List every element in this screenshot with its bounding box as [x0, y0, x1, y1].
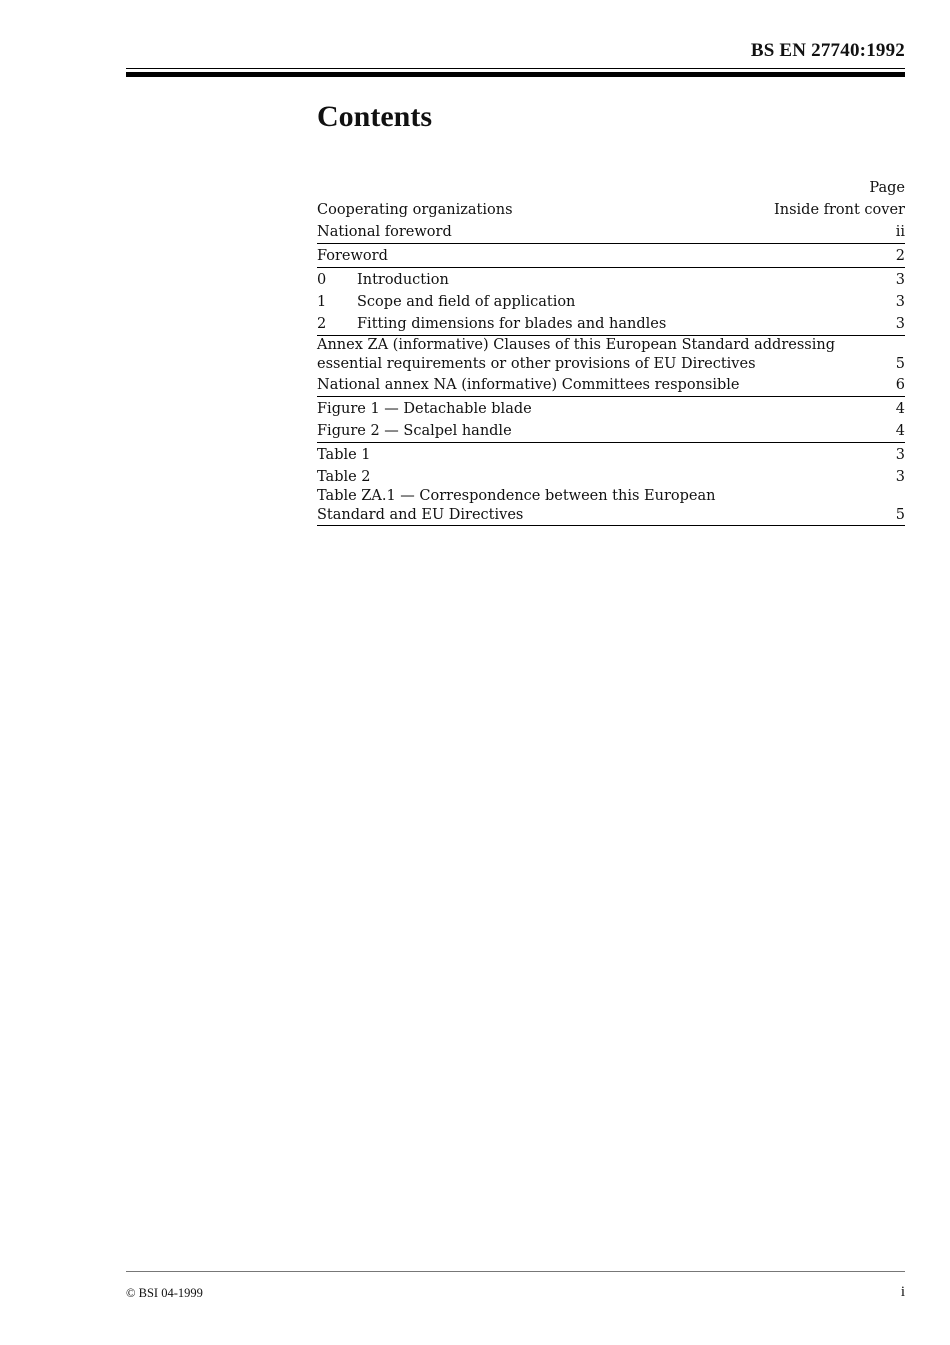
toc-entry-label: Table 2: [317, 469, 371, 485]
toc-entry-page: 4: [895, 401, 905, 417]
toc-entry-label-line: Annex ZA (informative) Clauses of this European Standard addressing: [317, 337, 835, 353]
page-number: i: [900, 1284, 905, 1300]
toc-entry-label-wrap: [317, 270, 449, 290]
toc-entry[interactable]: [317, 290, 905, 312]
toc-entry-page: 2: [895, 248, 905, 264]
toc-entry-label: National annex NA (informative) Committees responsible: [317, 377, 740, 393]
toc-entry-label: Table 1: [317, 447, 371, 463]
toc-entry-page: 3: [895, 294, 905, 310]
toc-entry-page: ii: [895, 224, 905, 240]
toc-entry-page: Inside front cover: [774, 202, 905, 218]
toc-entry[interactable]: [317, 397, 905, 419]
toc-entry[interactable]: [317, 244, 905, 266]
toc-entry-label: Figure 2 — Scalpel handle: [317, 423, 512, 439]
toc-entry-label-multiline: [317, 487, 715, 524]
toc-entry[interactable]: [317, 268, 905, 290]
toc-entry-label: Introduction: [357, 272, 449, 288]
clause-number: 2: [317, 316, 327, 332]
toc-group: [317, 244, 905, 268]
toc-group: [317, 336, 905, 397]
toc-entry-label: Figure 1 — Detachable blade: [317, 401, 532, 417]
clause-number: 0: [317, 272, 327, 288]
toc-entry-label: National foreword: [317, 224, 452, 240]
toc-entry[interactable]: [317, 312, 905, 334]
toc-entry[interactable]: [317, 198, 905, 220]
page-column-heading: Page: [869, 180, 905, 196]
toc-entry-page: 3: [895, 316, 905, 332]
header-rule-thin: [126, 68, 905, 69]
toc-group: [317, 198, 905, 244]
toc-entry-page: 3: [895, 272, 905, 288]
toc-entry-label: Fitting dimensions for blades and handles: [357, 316, 667, 332]
toc-entry[interactable]: [317, 220, 905, 242]
toc-entry-label: Foreword: [317, 248, 388, 264]
header-rule-thick: [126, 72, 905, 77]
toc-entry-label: Scope and field of application: [357, 294, 576, 310]
page-title: Contents: [317, 100, 433, 133]
toc-entry-label-multiline: [317, 336, 835, 373]
footer-rule: [126, 1271, 905, 1272]
standard-number: BS EN 27740:1992: [750, 40, 905, 61]
toc-entry-page: 5: [895, 506, 905, 523]
toc-entry[interactable]: [317, 443, 905, 465]
toc-entry[interactable]: [317, 373, 905, 395]
toc-entry-page: 5: [895, 355, 905, 372]
toc-entry[interactable]: [317, 419, 905, 441]
toc-entry[interactable]: [317, 336, 905, 373]
toc-entry-label-line: Table ZA.1 — Correspondence between this European: [317, 488, 716, 504]
toc-group: [317, 397, 905, 443]
toc-entry-label-line: Standard and EU Directives: [317, 506, 524, 523]
toc-group: [317, 268, 905, 336]
toc-entry-label: Cooperating organizations: [317, 202, 513, 218]
toc-entry-page: 3: [895, 447, 905, 463]
copyright-notice: © BSI 04-1999: [126, 1286, 203, 1300]
table-of-contents: [317, 178, 905, 526]
toc-entry-label-wrap: [317, 292, 575, 312]
toc-entry-label-wrap: [317, 314, 666, 334]
toc-entry[interactable]: [317, 465, 905, 487]
toc-group: [317, 443, 905, 526]
toc-entry-page: 4: [895, 423, 905, 439]
clause-number: 1: [317, 294, 327, 310]
toc-entry-page: 3: [895, 469, 905, 485]
toc-entry-page: 6: [895, 377, 905, 393]
toc-entry-label-line: essential requirements or other provisions of EU Directives: [317, 355, 756, 372]
toc-entry[interactable]: [317, 487, 905, 524]
